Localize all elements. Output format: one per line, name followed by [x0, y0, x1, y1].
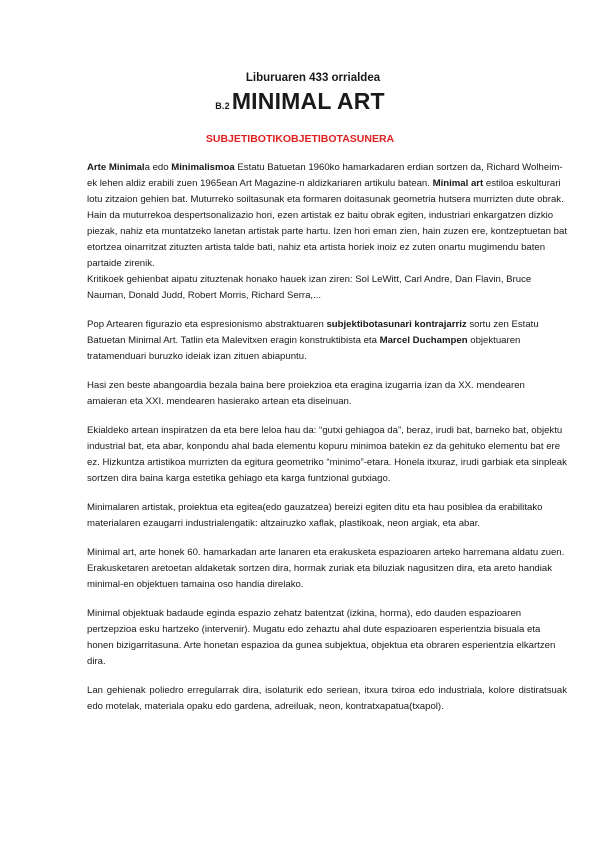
bold-term: Minimalismoa — [171, 162, 235, 173]
subtitle: SUBJETIBOTIKOBJETIBOTASUNERA — [205, 133, 395, 145]
bold-term: Arte Minimal — [87, 162, 145, 173]
text-run: sortu zen Estatu Batuetan Minimal Art. Tatlin eta Malevitxen eragin konstruktibista eta — [87, 319, 539, 346]
paragraph-intro — [87, 160, 567, 272]
title-text: MINIMAL ART — [231, 88, 385, 114]
paragraph-materials: Minimalaren artistak, proiektua eta egitea(edo gauzatzea) bereizi egiten ditu eta hau posiblea da erabilitako materialaren ezaugarri industrialengatik: altzairuzko xaflak, plastikoak, neon argiak, eta abar. — [87, 502, 543, 529]
bold-term: Minimal art — [432, 178, 484, 189]
bold-term: subjektibotasunari kontrajarriz — [326, 319, 467, 330]
document-body — [87, 160, 567, 728]
paragraph-influence: Hasi zen beste abangoardia bezala baina bere proiekzioa eta eragina izugarria izan da XX. mendearen amaieran eta XXI. mendearen hasierako artean eta diseinuan. — [87, 380, 525, 407]
paragraph-critics: Kritikoek gehienbat aipatu zituztenak honako hauek izan ziren: Sol LeWitt, Carl Andre, Dan Flavin, Bruce Nauman, Donald Judd, Robert Morris, Richard Serra,... — [87, 274, 532, 301]
paragraph-exhibition: Minimal art, arte honek 60. hamarkadan arte lanaren eta erakusketa espazioaren arteko harremana aldatu zuen. Erakusketaren aretoetan aldaketak sortzen dira, hormak zuriak eta biluziak nagusitzen dira, eta areto handiak minimal-en objektuen tamaina oso handia direlako. — [87, 547, 565, 590]
paragraph-origins — [87, 317, 567, 365]
bold-term: Marcel Duchampen — [379, 335, 468, 346]
page-title — [0, 88, 600, 115]
page-reference: Liburuaren 433 orrialdea — [245, 72, 381, 84]
paragraph-forms: Lan gehienak poliedro erregularrak dira, isolaturik edo seriean, itxura txiroa edo industriala, kolore distiratsuak edo motelak, materiala opaku edo gardena, adreiluak, neon, kontratxapatua(txapol). — [87, 685, 567, 712]
text-run: Pop Artearen figurazio eta espresionismo abstraktuaren — [87, 319, 327, 330]
text-run: Estatu Batuetan 1960ko hamarkadaren erdian sortzen da, Richard Wolheim-ek lehen aldiz erabili zuen 1965ean Art Magazine-n aldizkariaren artikulu batean. — [87, 162, 563, 189]
section-code: B.2 — [215, 101, 230, 111]
text-run: objektuaren tratamenduari buruzko ideiak izan zituen abiapuntu. — [87, 335, 521, 362]
paragraph-inspiration: Ekialdeko artean inspiratzen da eta bere leloa hau da: “gutxi gehiagoa da”, beraz, irudi bat, barneko bat, objektu industrial bat, eta abar, konpondu ahal bada elementu kopuru minimoa batekin ez da gehituko elementu bat ere ez. Hizkuntza artistikoa murrizten da egitura geometriko “minimo”-etara. Honela itxuraz, irudi garbiak eta sinpleak sortzen dira baina karga estetika gehiago eta karga funtzional gutxiago. — [87, 425, 567, 484]
text-run: a edo — [144, 162, 172, 173]
text-run: estiloa eskulturari lotu zitzaion gehien bat. Muturreko soiltasunak eta formaren doitasunak geometria hutsera murrizten dute obrak. Hain da muturrekoa despertsonalizazio hori, ezen artistak ez baitu obrak egiten, industriari enkargatzen dizkio piezak, nahiz eta muntatzeko lanetan artistak parte hartu. Izen hori eman zien, hain zuzen ere, kontzeptuetan bat etortzea oinarritzat zituzten artista talde bati, nahiz eta artista horiek inoiz ez zuten onartu mugimendu baten partaide zirenik. — [87, 178, 567, 269]
paragraph-space: Minimal objektuak badaude eginda espazio zehatz batentzat (izkina, horma), edo dauden espazioaren pertzepzioa esku hartzeko (intervenir). Mugatu edo zehaztu ahal dute espazioaren esperientzia bisuala eta honen bizigarritasuna. Arte honetan espazioa da gunea subjektua, objektua eta obraren esperientzia elkartzen dira. — [87, 608, 556, 667]
